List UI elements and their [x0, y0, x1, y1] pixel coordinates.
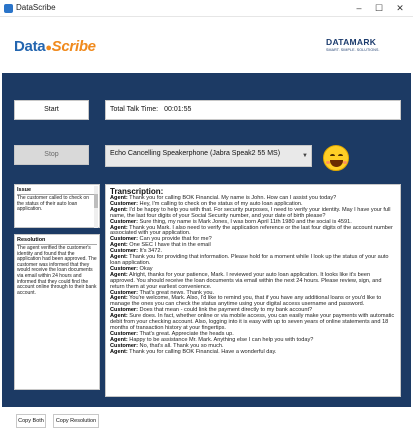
app-header: [0, 17, 413, 73]
transcript-line: [110, 273, 396, 291]
transcript-text: That's great. Appreciate the heads up.: [139, 330, 234, 337]
transcript-speaker: Customer:: [110, 200, 138, 207]
transcript-speaker: Agent:: [110, 195, 128, 201]
transcript-text: I'd be happy to help you with that. For security purposes, I need to verify your identity. May I have your full name, the last four digits of your Social Security number, and your date of birth please?: [110, 206, 391, 219]
transcript-speaker: Customer:: [110, 248, 138, 255]
transcript-text: It's 3472.: [139, 248, 163, 255]
transcript-speaker: Customer:: [110, 236, 138, 243]
chevron-down-icon[interactable]: ▼: [302, 153, 308, 159]
issue-text: The customer called to check on the status of their auto loan application.: [17, 195, 89, 213]
main-panel: [2, 73, 411, 424]
transcript-speaker: Customer:: [110, 289, 138, 296]
transcript-text: Thank you Mark. I also need to verify the application reference or the last four digits of the account number associated with your application.: [110, 224, 393, 237]
transcript-speaker: Agent:: [110, 348, 128, 355]
maximize-button[interactable]: ☐: [374, 3, 384, 13]
transcript-line: [110, 314, 396, 332]
resolution-text: The agent verified the customer's identity and found that the application had been approved. The customer was informed that they would receive the loan documents via email within 24 hours and informed that they could find the account online through to their bank account.: [17, 245, 97, 296]
title-bar: [0, 0, 413, 17]
transcription-title: Transcription:: [110, 187, 164, 196]
stop-button[interactable]: Stop: [14, 145, 89, 165]
minimize-button[interactable]: –: [356, 3, 362, 13]
app-icon: [4, 4, 13, 13]
resolution-title: Resolution: [17, 237, 46, 243]
talk-time-label: Total Talk Time:: [110, 106, 159, 113]
issue-title: Issue: [17, 187, 32, 193]
window-title: DataScribe: [16, 3, 56, 12]
transcript-text: Does that mean - could link the payment directly to my bank account?: [139, 307, 313, 314]
transcript-speaker: Agent:: [110, 254, 128, 261]
resolution-panel: [14, 234, 100, 390]
transcript-speaker: Agent:: [110, 224, 128, 231]
audio-device-select[interactable]: [105, 145, 312, 167]
transcript-text: Sure thing, my name is Mark Jones, I was born April 11th 1980 and the social is 4591.: [139, 218, 352, 225]
transcript-speaker: Customer:: [110, 265, 138, 272]
transcript-speaker: Agent:: [110, 206, 128, 213]
transcript-text: Thank you for calling BOK Financial. My name is John. How can I assist you today?: [129, 195, 337, 201]
transcript-speaker: Agent:: [110, 336, 128, 343]
talk-time-display: [105, 100, 401, 120]
transcript-lines: [110, 196, 396, 355]
transcript-line: [110, 350, 396, 356]
transcript-text: You're welcome, Mark. Also, I'd like to remind you, that if you have any additional loans or you'd like to manage the ones you can check the status anytime using your digital access username and password.: [110, 295, 382, 308]
transcript-text: Alright, thanks for your patience, Mark. I reviewed your auto loan application. It looks like it's been approved. You should receive the loan documents via email within the next 24 hours. Please review, sign, and return them at your earliest convenience.: [110, 271, 382, 290]
transcript-speaker: Agent:: [110, 271, 128, 278]
transcript-speaker: Agent:: [110, 295, 128, 302]
transcript-speaker: Customer:: [110, 342, 138, 349]
issue-panel: [14, 184, 100, 228]
transcription-panel: [105, 184, 401, 397]
transcript-text: Sure does. In fact, whether online or via mobile access, you can easily make your payments with automatic debit from your checking account. Also, logging into it is easy with up to seven years of online statements and 18 months of transaction history at your fingertips.: [110, 313, 395, 331]
talk-time-value: 00:01:55: [164, 106, 192, 113]
smiley-face-icon: [323, 145, 349, 171]
issue-scrollbar[interactable]: [94, 186, 98, 228]
device-selected-value: Echo Cancelling Speakerphone (Jabra Speak2 55 MS): [110, 150, 281, 157]
transcript-text: That's great news. Thank you.: [139, 289, 215, 296]
logo-dot-icon: ●: [45, 42, 52, 54]
transcript-text: One SEC I have that in the email: [129, 242, 211, 249]
datascribe-logo: Data●Scribe: [14, 38, 96, 55]
copy-resolution-button[interactable]: Copy Resolution: [53, 414, 99, 428]
transcript-text: Okay: [139, 265, 153, 272]
transcript-text: Thank you for calling BOK Financial. Have a wonderful day.: [129, 348, 277, 355]
start-button[interactable]: Start: [14, 100, 89, 120]
transcript-speaker: Agent:: [110, 242, 128, 249]
transcript-speaker: Agent:: [110, 313, 128, 320]
transcript-text: Thank you for providing that information. Please hold for a moment while I look up the status of your auto loan application.: [110, 254, 389, 266]
datamark-logo: DATAMARK SMART. SIMPLE. SOLUTIONS.: [326, 37, 380, 52]
transcript-text: No, that's all. Thank you so much.: [139, 342, 224, 349]
copy-both-button[interactable]: Copy Both: [16, 414, 46, 428]
close-button[interactable]: ✕: [396, 3, 404, 13]
transcript-text: Hey, I'm calling to check on the status of my auto loan application.: [139, 200, 303, 207]
transcript-text: Happy to be assistance Mr. Mark. Anything else I can help you with today?: [129, 336, 314, 343]
transcript-speaker: Customer:: [110, 330, 138, 337]
transcript-speaker: Customer:: [110, 218, 138, 225]
transcript-speaker: Customer:: [110, 307, 138, 314]
transcript-text: Can you provide that for me?: [139, 236, 212, 243]
